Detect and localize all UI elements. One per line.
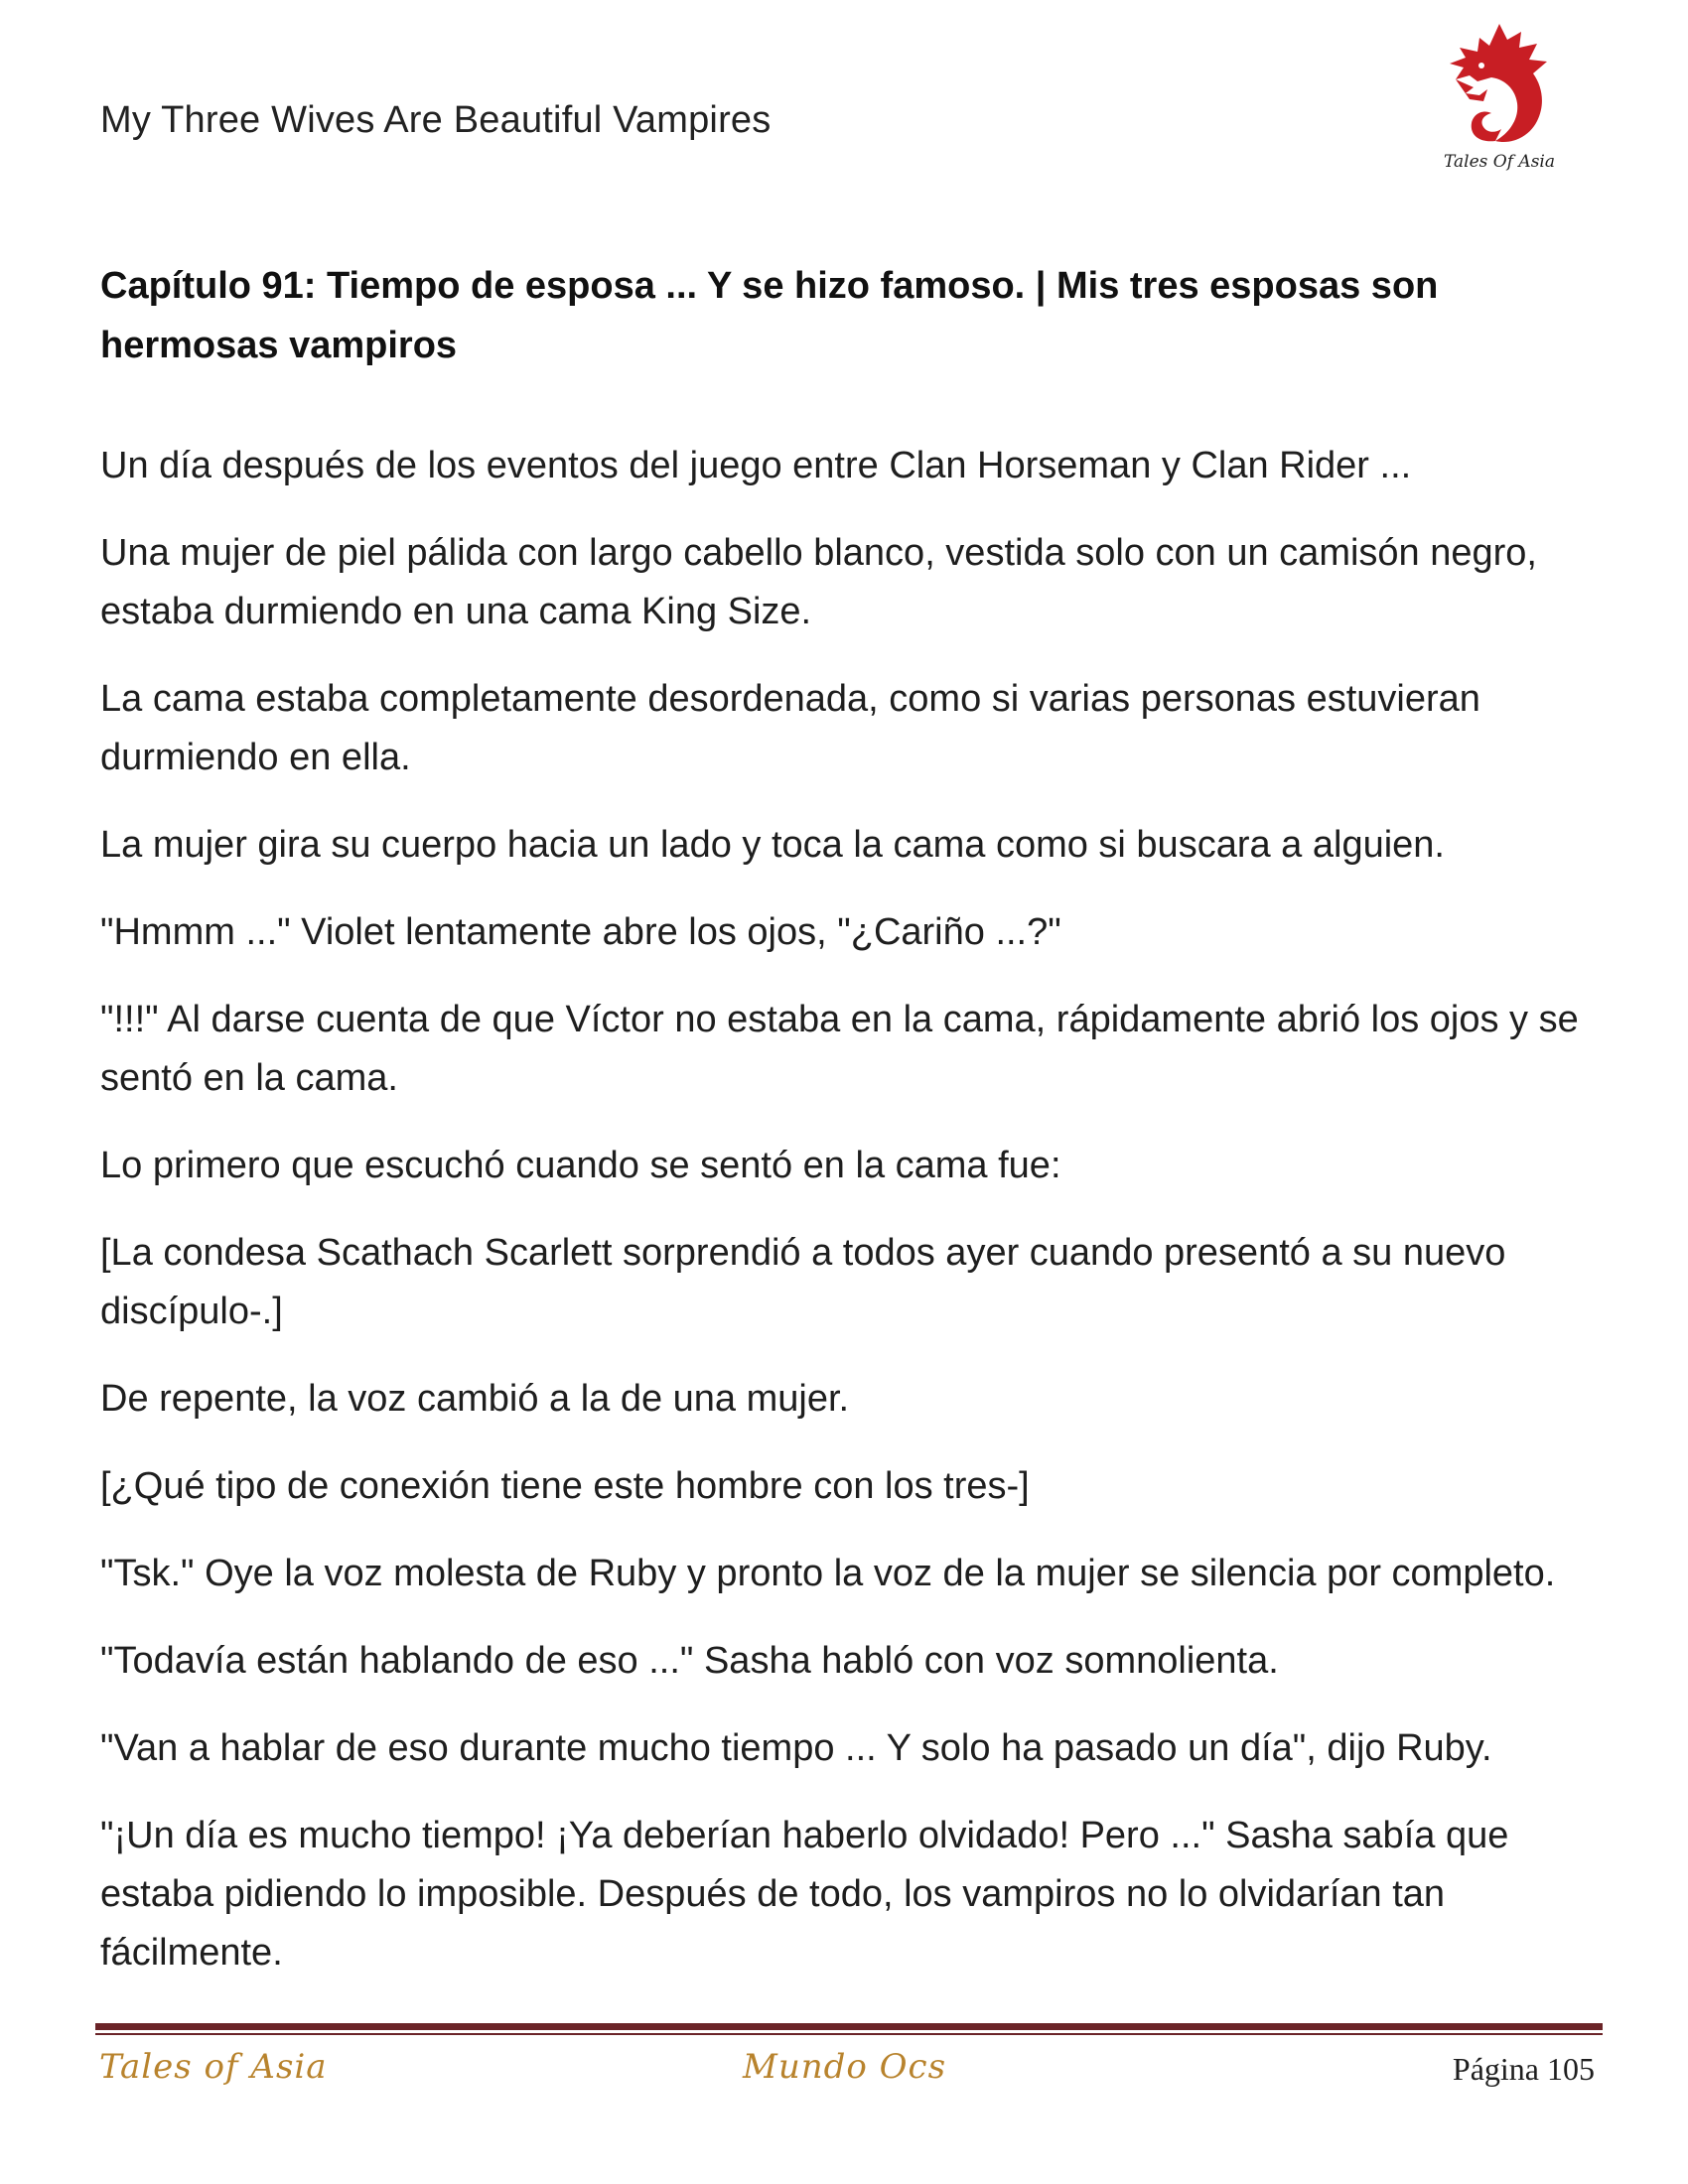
paragraph: "!!!" Al darse cuenta de que Víctor no estaba en la cama, rápidamente abrió los ojos y se sentó en la cama. <box>100 999 1579 1099</box>
page-content <box>100 256 1590 2011</box>
paragraph: Lo primero que escuchó cuando se sentó en la cama fue: <box>100 1145 1061 1186</box>
logo-text: Tales Of Asia <box>1444 152 1555 172</box>
paragraph: [La condesa Scathach Scarlett sorprendió a todos ayer cuando presentó a su nuevo discípulo-.] <box>100 1232 1506 1332</box>
paragraph: "Hmmm ..." Violet lentamente abre los ojos, "¿Cariño ...?" <box>100 911 1061 953</box>
footer-rule-thin <box>95 2033 1603 2035</box>
paragraph: La mujer gira su cuerpo hacia un lado y toca la cama como si buscara a alguien. <box>100 824 1445 866</box>
paragraph: La cama estaba completamente desordenada, como si varias personas estuvieran durmiendo en ella. <box>100 678 1480 778</box>
footer-site-name: Tales of Asia <box>99 2047 328 2087</box>
paragraph: [¿Qué tipo de conexión tiene este hombre con los tres-] <box>100 1465 1030 1507</box>
paragraph: De repente, la voz cambió a la de una mujer. <box>100 1378 850 1420</box>
book-title: My Three Wives Are Beautiful Vampires <box>100 99 772 141</box>
footer-rule-thick <box>95 2023 1603 2030</box>
paragraph: "Van a hablar de eso durante mucho tiempo ... Y solo ha pasado un día", dijo Ruby. <box>100 1727 1492 1769</box>
paragraph: "¡Un día es mucho tiempo! ¡Ya deberían haberlo olvidado! Pero ..." Sasha sabía que estaba pidiendo lo imposible. Después de todo, los vampiros no lo olvidarían tan fácilmente. <box>100 1815 1509 1974</box>
page-number: Página 105 <box>1452 2051 1595 2087</box>
footer-translator: Mundo Ocs <box>743 2047 947 2087</box>
paragraph: "Todavía están hablando de eso ..." Sasha habló con voz somnolienta. <box>100 1640 1279 1682</box>
dragon-logo-icon <box>1430 18 1569 182</box>
paragraph: Una mujer de piel pálida con largo cabello blanco, vestida solo con un camisón negro, estaba durmiendo en una cama King Size. <box>100 532 1537 632</box>
paragraph: Un día después de los eventos del juego entre Clan Horseman y Clan Rider ... <box>100 445 1412 486</box>
chapter-title: Capítulo 91: Tiempo de esposa ... Y se hizo famoso. | Mis tres esposas son hermosas vampiros <box>100 265 1439 366</box>
paragraph: "Tsk." Oye la voz molesta de Ruby y pronto la voz de la mujer se silencia por completo. <box>100 1553 1556 1594</box>
